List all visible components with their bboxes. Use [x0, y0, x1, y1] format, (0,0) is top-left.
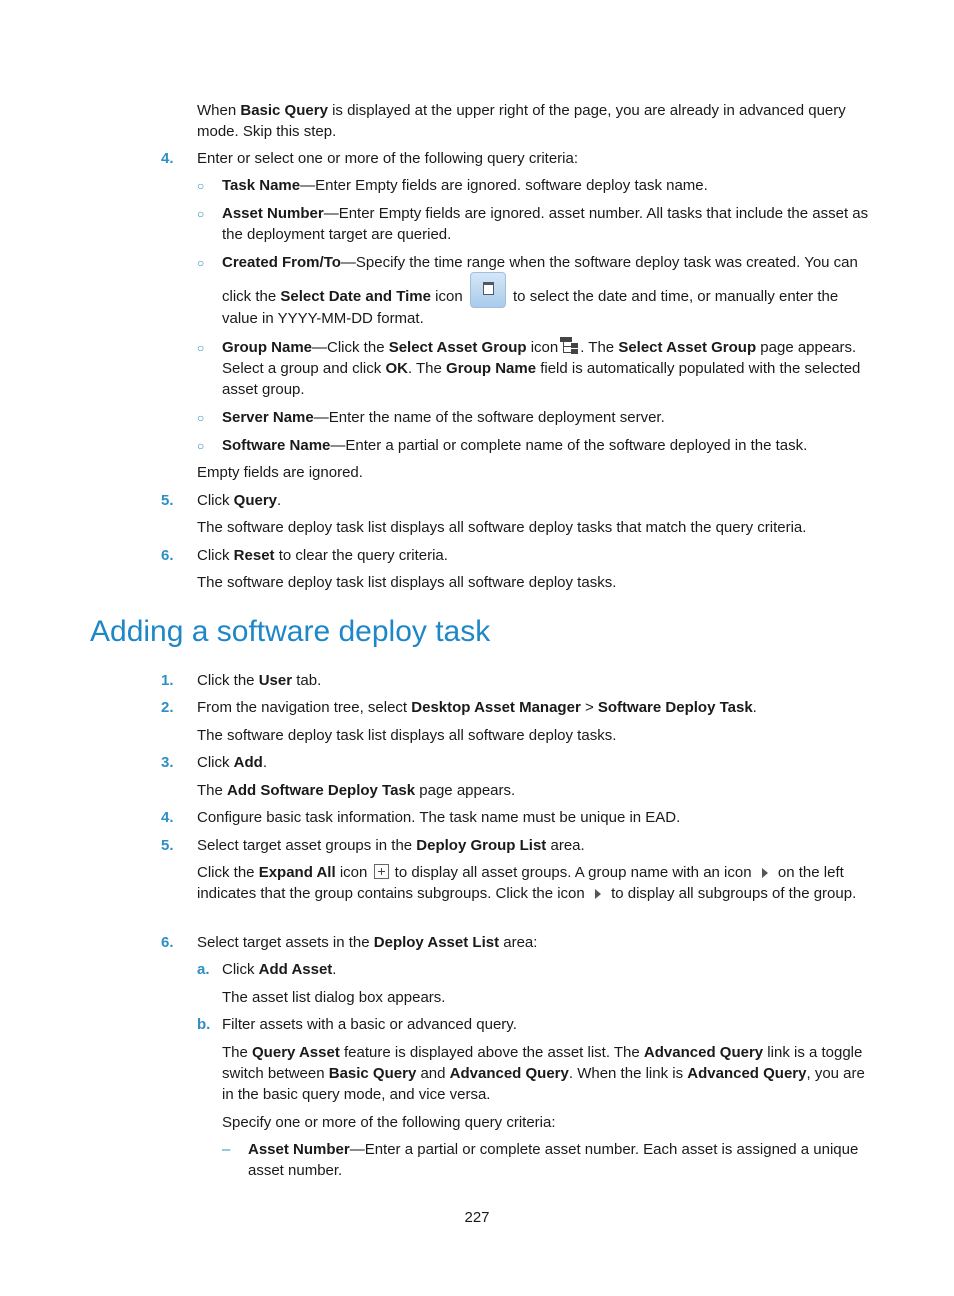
step-number: 1.	[161, 672, 174, 689]
bullet-icon: ○	[197, 207, 205, 221]
bullet-icon: ○	[197, 341, 205, 355]
step-text: Enter or select one or more of the following query criteria:	[197, 150, 579, 167]
triangle-right-icon	[762, 868, 768, 878]
step-number: 3.	[161, 754, 174, 771]
intro-paragraph: When Basic Query is displayed at the upper right of the page, you are already in advanced query mode. Skip this step.	[197, 102, 846, 140]
step-number: 6.	[161, 934, 174, 951]
substep-text: Filter assets with a basic or advanced query.	[222, 1016, 517, 1033]
step-text: Configure basic task information. The task name must be unique in EAD.	[197, 809, 681, 826]
bullet-icon: ○	[197, 256, 205, 270]
substep-letter: a.	[197, 961, 210, 978]
step-text: Click Reset to clear the query criteria.	[197, 547, 448, 564]
step-text: From the navigation tree, select Desktop Asset Manager > Software Deploy Task.	[197, 699, 757, 716]
step-text: Click the User tab.	[197, 672, 322, 689]
step-result: The software deploy task list displays all software deploy tasks.	[197, 574, 617, 591]
criterion-created: Created From/To—Specify the time range when the software deploy task was created. You can	[222, 254, 858, 271]
criterion-asset-number: Asset Number—Enter a partial or complete asset number. Each asset is assigned a unique asset number.	[248, 1141, 859, 1179]
step-number: 6.	[161, 547, 174, 564]
criterion-group-name: Group Name—Click the Select Asset Group icon . The Select Asset Group page appears. Select a group and click OK. The Group Name field is automatically populated with the selected asset group.	[222, 337, 877, 400]
step-text: Click Query.	[197, 492, 282, 509]
bullet-icon: ○	[197, 179, 205, 193]
criterion-task-name: Task Name—Enter Empty fields are ignored. software deploy task name.	[222, 177, 708, 194]
substep-specify: Specify one or more of the following query criteria:	[222, 1114, 556, 1131]
step-text: Select target asset groups in the Deploy Group List area.	[197, 837, 585, 854]
criterion-software-name: Software Name—Enter a partial or complete name of the software deployed in the task.	[222, 437, 808, 454]
bullet-icon: ○	[197, 411, 205, 425]
section-heading: Adding a software deploy task	[90, 615, 491, 648]
step-number: 4.	[161, 809, 174, 826]
page-number: 227	[464, 1209, 490, 1226]
step-number: 5.	[161, 837, 174, 854]
empty-fields-note: Empty fields are ignored.	[197, 464, 363, 481]
dash-bullet: –	[222, 1141, 231, 1158]
triangle-right-icon	[595, 889, 601, 899]
step-result: The Add Software Deploy Task page appears.	[197, 782, 516, 799]
criterion-server-name: Server Name—Enter the name of the software deployment server.	[222, 409, 665, 426]
step-result: The software deploy task list displays all software deploy tasks that match the query criteria.	[197, 519, 807, 536]
criterion-asset-number: Asset Number—Enter Empty fields are ignored. asset number. All tasks that include the asset as the deployment target are queried.	[222, 205, 869, 243]
calendar-icon	[470, 272, 506, 308]
criterion-created-cont: click the Select Date and Time icon to select the date and time, or manually enter the value in YYYY-MM-DD format.	[222, 286, 877, 329]
bullet-icon: ○	[197, 439, 205, 453]
step-number: 2.	[161, 699, 174, 716]
asset-group-icon	[558, 335, 580, 355]
step-text: Select target assets in the Deploy Asset List area:	[197, 934, 538, 951]
step-text: Click Add.	[197, 754, 268, 771]
step-number: 5.	[161, 492, 174, 509]
expand-all-icon	[374, 864, 389, 879]
step-result: The software deploy task list displays all software deploy tasks.	[197, 727, 617, 744]
substep-text: Click Add Asset.	[222, 961, 337, 978]
substep-result: The asset list dialog box appears.	[222, 989, 446, 1006]
substep-letter: b.	[197, 1016, 211, 1033]
step-number: 4.	[161, 150, 174, 167]
substep-paragraph: The Query Asset feature is displayed above the asset list. The Advanced Query link is a toggle switch between Basic Query and Advanced Query. When the link is Advanced Query, you are in the basic query mode, and vice versa.	[222, 1044, 865, 1103]
step-result: Click the Expand All icon to display all asset groups. A group name with an icon on the left indicates that the group contains subgroups. Click the icon to display all subgroups of the group.	[197, 864, 857, 902]
